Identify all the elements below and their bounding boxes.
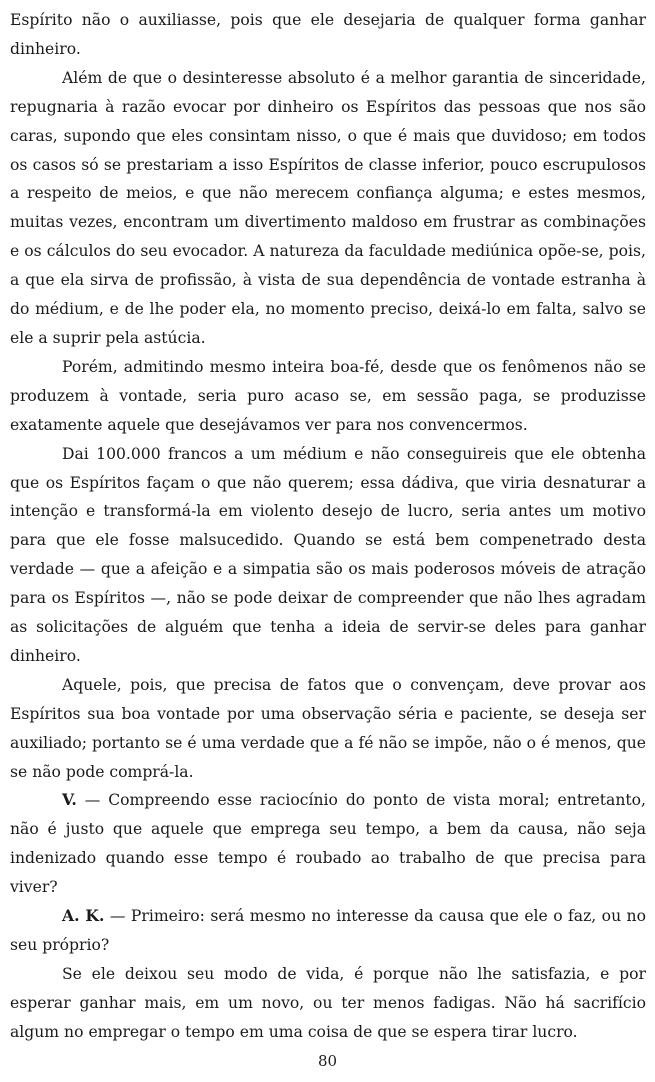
- paragraph-7: [10, 902, 646, 960]
- paragraph-text: Dai 100.000 francos a um médium e não conseguireis que ele obtenha que os Espíritos façam o que não querem; essa dádiva, que viria desnaturar a intenção e transformá-la em violento desejo de lucro, seria antes um motivo para que ele fosse malsucedido. Quando se está bem compenetrado desta verdade — que a afeição e a simpatia são os mais poderosos móveis de atração para os Espíritos —, não se pode deixar de compreender que não lhes agradam as solicitações de alguém que tenha a ideia de servir-se deles para ganhar dinheiro.: [10, 444, 646, 665]
- speaker-v: V.: [62, 790, 77, 810]
- paragraph-text: Além de que o desinteresse absoluto é a melhor garantia de sinceridade, repugnaria à razão evocar por dinheiro os Espíritos das pessoas que nos são caras, supondo que eles consintam nisso, o que é mais que duvidoso; em todos os casos só se prestariam a isso Espíritos de classe inferior, pouco escrupulosos a respeito de meios, e que não merecem confiança alguma; e estes mesmos, muitas vezes, encontram um divertimento maldoso em frustrar as combinações e os cálculos do seu evocador. A natureza da faculdade mediúnica opõe-se, pois, a que ela sirva de profissão, à vista de sua dependência de vontade estranha à do médium, e de lhe poder ela, no momento preciso, deixá-lo em falta, salvo se ele a suprir pela astúcia.: [10, 68, 646, 347]
- paragraph-text: Se ele deixou seu modo de vida, é porque não lhe satisfazia, e por esperar ganhar mais, em um novo, ou ter menos fadigas. Não há sacrifício algum no empregar o tempo em uma coisa de que se espera tirar lucro.: [10, 964, 646, 1041]
- paragraph-5: [10, 671, 646, 787]
- paragraph-8: [10, 960, 646, 1047]
- paragraph-text: Aquele, pois, que precisa de fatos que o convençam, deve provar aos Espíritos sua boa vontade por uma observação séria e paciente, se deseja ser auxiliado; portanto se é uma verdade que a fé não se impõe, não o é menos, que se não pode comprá-la.: [10, 675, 646, 781]
- paragraph-text: — Compreendo esse raciocínio do ponto de vista moral; entretanto, não é justo que aquele que emprega seu tempo, a bem da causa, não seja indenizado quando esse tempo é roubado ao trabalho de que precisa para viver?: [10, 791, 646, 897]
- paragraph-text: — Primeiro: será mesmo no interesse da causa que ele o faz, ou no seu próprio?: [10, 907, 646, 954]
- paragraph-1: [10, 6, 646, 64]
- paragraph-3: [10, 353, 646, 440]
- page-body: [10, 6, 646, 1047]
- speaker-ak: A. K.: [62, 906, 105, 926]
- paragraph-2: [10, 64, 646, 353]
- page-number: 80: [317, 1052, 338, 1070]
- paragraph-text: Espírito não o auxiliasse, pois que ele desejaria de qualquer forma ganhar dinheiro.: [10, 11, 646, 58]
- paragraph-4: [10, 440, 646, 671]
- paragraph-text: Porém, admitindo mesmo inteira boa-fé, desde que os fenômenos não se produzem à vontade, seria puro acaso se, em sessão paga, se produzisse exatamente aquele que desejávamos ver para nos convencermos.: [10, 357, 646, 434]
- paragraph-6: [10, 786, 646, 902]
